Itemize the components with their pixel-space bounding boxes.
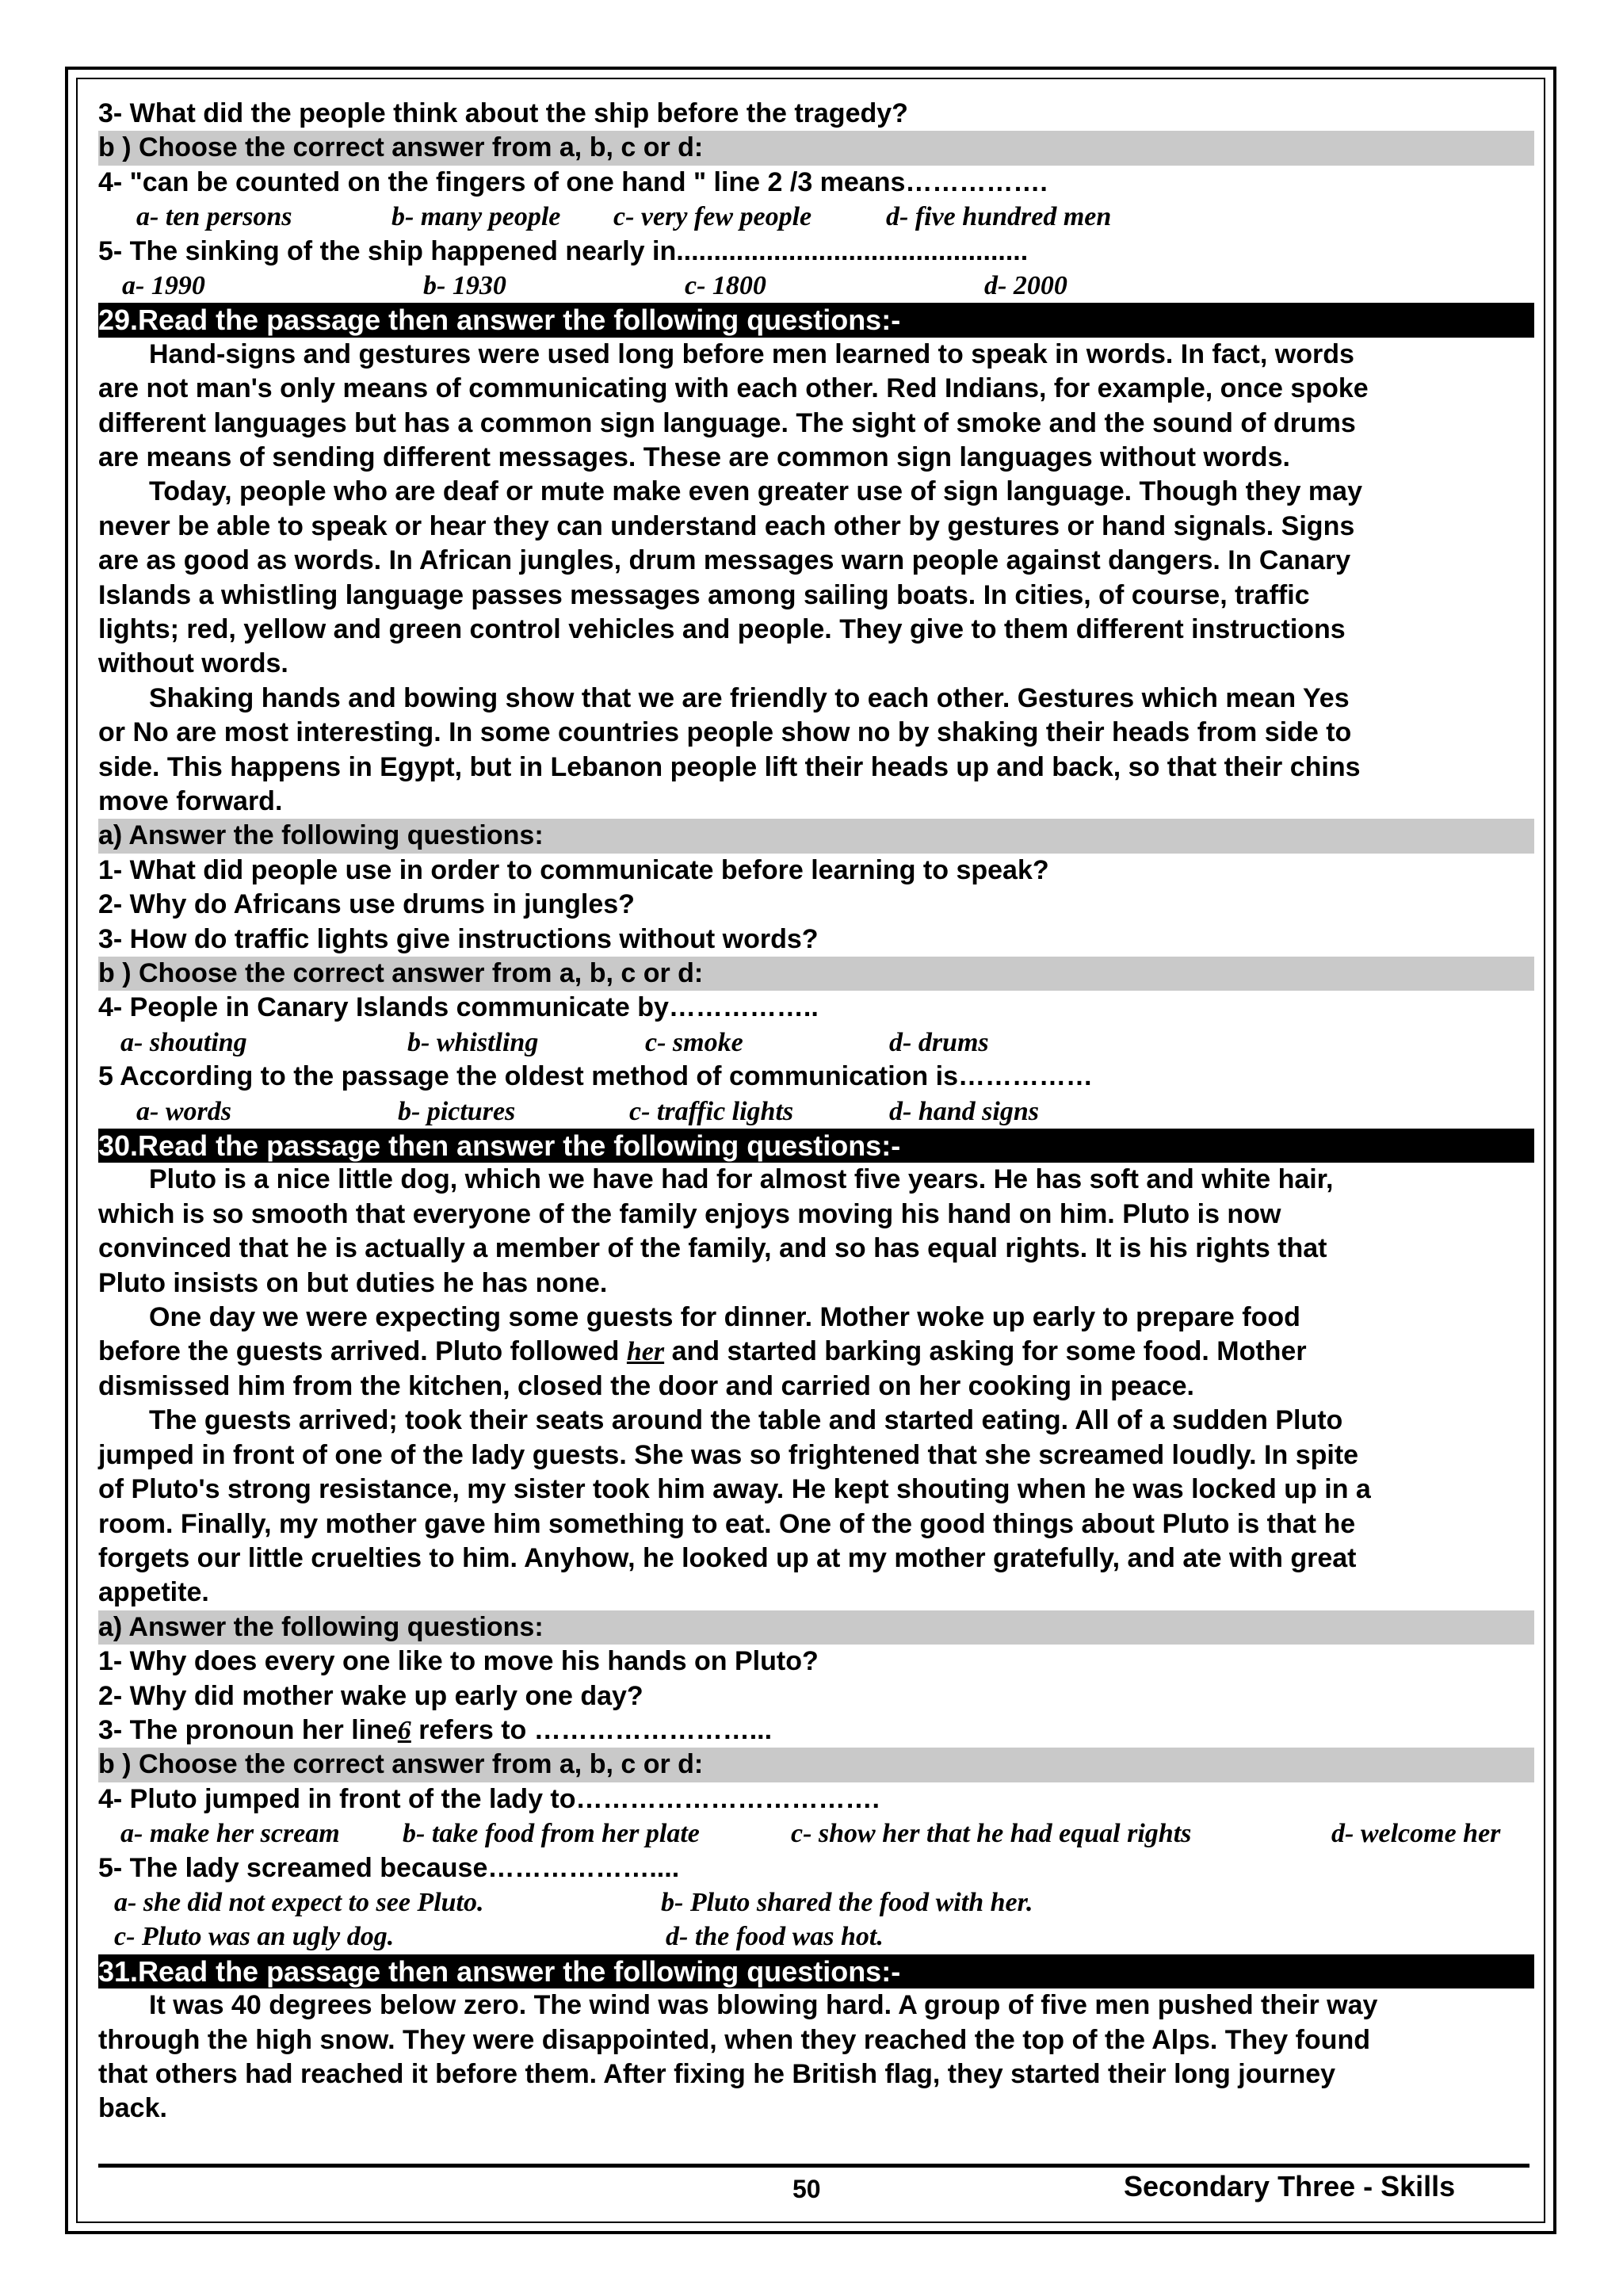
section-29-options-5 <box>98 1095 1534 1129</box>
option-c: c- very few people <box>613 202 812 232</box>
option-c: c- traffic lights <box>629 1096 794 1126</box>
text-line: lights; red, yellow and green control vehicles and people. They give to them different instructions <box>98 614 1346 645</box>
section-30-options-4 <box>98 1817 1534 1851</box>
text-line: forgets our little cruelties to him. Anyhow, he looked up at my mother gratefully, and ate with great <box>98 1542 1357 1573</box>
options-4-prev <box>98 200 1534 234</box>
section-30-paragraph-2 <box>98 1301 1534 1404</box>
text-line: convinced that he is actually a member of the family, and so has equal rights. It is his rights that <box>98 1233 1327 1264</box>
section-29-paragraph-1 <box>98 338 1534 476</box>
option-a: a- make her scream <box>120 1819 340 1849</box>
question-4-prev: 4- "can be counted on the fingers of one hand " line 2 /3 means……………. <box>98 166 1048 197</box>
text-segment: refers to ……………………... <box>411 1714 773 1745</box>
section-30-options-5-row-1 <box>98 1885 1534 1920</box>
text-line: Pluto insists on but duties he has none. <box>98 1267 608 1298</box>
text-line: Pluto is a nice little dog, which we have had for almost five years. He has soft and white hair, <box>149 1164 1334 1195</box>
section-30-paragraph-1 <box>98 1163 1534 1301</box>
option-d: d- 2000 <box>984 271 1067 300</box>
text-line: Islands a whistling language passes messages among sailing boats. In cities, of course, traffic <box>98 579 1310 610</box>
option-a: a- ten persons <box>136 202 292 232</box>
text-line: never be able to speak or hear they can understand each other by gestures or hand signals. Signs <box>98 510 1355 541</box>
text-line: jumped in front of one of the lady guests. She was so frightened that she screamed loudly. In spite <box>98 1439 1359 1470</box>
section-29-question-2: 2- Why do Africans use drums in jungles? <box>98 889 635 920</box>
option-a: a- 1990 <box>122 271 205 300</box>
option-a: a- she did not expect to see Pluto. <box>114 1887 484 1917</box>
section-29-paragraph-2 <box>98 475 1534 681</box>
text-line: Shaking hands and bowing show that we are friendly to each other. Gestures which mean Yes <box>149 682 1350 713</box>
option-c: c- show her that he had equal rights <box>791 1819 1192 1849</box>
section-31-paragraph-1 <box>98 1988 1534 2126</box>
options-5-prev <box>98 269 1534 303</box>
text-line: dismissed him from the kitchen, closed the door and carried on her cooking in peace. <box>98 1370 1194 1401</box>
text-line: back. <box>98 2093 167 2124</box>
option-c: c- Pluto was an ugly dog. <box>114 1922 395 1952</box>
text-line: are means of sending different messages. These are common sign languages without words. <box>98 442 1290 472</box>
text-segment: and started barking asking for some food. Mother <box>664 1336 1307 1367</box>
option-c: c- smoke <box>645 1027 743 1057</box>
section-30-heading: 30.Read the passage then answer the following questions:- <box>98 1129 1534 1163</box>
option-b: b- Pluto shared the food with her. <box>661 1887 1033 1917</box>
text-line: that others had reached it before them. After fixing he British flag, they started their long journey <box>98 2058 1336 2089</box>
text-line: appetite. <box>98 1577 209 1608</box>
section-30-paragraph-3 <box>98 1404 1534 1610</box>
text-line: are as good as words. In African jungles, drum messages warn people against dangers. In Canary <box>98 545 1351 576</box>
section-29-heading: 29.Read the passage then answer the following questions:- <box>98 303 1534 337</box>
section-29-answer-heading: a) Answer the following questions: <box>98 819 1534 853</box>
underlined-pronoun: her <box>626 1337 665 1367</box>
section-30-question-1: 1- Why does every one like to move his hands on Pluto? <box>98 1646 819 1677</box>
text-line: side. This happens in Egypt, but in Lebanon people lift their heads up and back, so that their chins <box>98 751 1361 782</box>
option-b: b- take food from her plate <box>403 1819 700 1849</box>
question-3-prev: 3- What did the people think about the ship before the tragedy? <box>98 98 908 128</box>
section-30-options-5-row-2 <box>98 1920 1534 1954</box>
text-line: Today, people who are deaf or mute make even greater use of sign language. Though they may <box>149 476 1362 507</box>
text-line: or No are most interesting. In some countries people show no by shaking their heads from side to <box>98 717 1352 748</box>
section-30-question-5: 5- The lady screamed because……………….... <box>98 1852 680 1883</box>
text-line: room. Finally, my mother gave him something to eat. One of the good things about Pluto is that he <box>98 1508 1356 1539</box>
section-30-answer-heading: a) Answer the following questions: <box>98 1610 1534 1645</box>
page-content <box>98 97 1534 2126</box>
text-line: through the high snow. They were disappointed, when they reached the top of the Alps. They found <box>98 2024 1370 2055</box>
option-b: b- 1930 <box>423 271 506 300</box>
option-d: d- welcome her <box>1331 1819 1501 1849</box>
option-b: b- whistling <box>407 1027 539 1057</box>
section-29-question-1: 1- What did people use in order to communicate before learning to speak? <box>98 854 1049 885</box>
text-line: One day we were expecting some guests for dinner. Mother woke up early to prepare food <box>149 1302 1300 1333</box>
text-segment: before the guests arrived. Pluto followed <box>98 1336 627 1367</box>
text-line: different languages but has a common sign language. The sight of smoke and the sound of drums <box>98 407 1356 438</box>
option-d: d- the food was hot. <box>666 1922 884 1952</box>
section-30-question-3 <box>98 1713 1534 1748</box>
text-line: which is so smooth that everyone of the family enjoys moving his hand on him. Pluto is now <box>98 1198 1281 1229</box>
choose-heading-prev: b ) Choose the correct answer from a, b, c or d: <box>98 131 1534 165</box>
section-29-question-5: 5 According to the passage the oldest method of communication is…………… <box>98 1061 1093 1092</box>
text-line: of Pluto's strong resistance, my sister took him away. He kept shouting when he was locked up in a <box>98 1474 1371 1505</box>
text-line: Hand-signs and gestures were used long before men learned to speak in words. In fact, words <box>149 338 1354 369</box>
text-line: The guests arrived; took their seats around the table and started eating. All of a sudden Pluto <box>149 1405 1343 1436</box>
option-a: a- words <box>136 1096 231 1126</box>
option-b: b- pictures <box>398 1096 516 1126</box>
section-29-choose-heading: b ) Choose the correct answer from a, b, c or d: <box>98 957 1534 991</box>
page-number: 50 <box>792 2175 821 2203</box>
section-29-options-4 <box>98 1026 1534 1060</box>
text-segment: 3- The pronoun her line <box>98 1714 398 1745</box>
text-line: move forward. <box>98 786 283 817</box>
section-29-paragraph-3 <box>98 682 1534 819</box>
section-29-question-3: 3- How do traffic lights give instructions without words? <box>98 923 819 954</box>
section-29-question-4: 4- People in Canary Islands communicate by…………….. <box>98 992 819 1023</box>
section-31-heading: 31.Read the passage then answer the following questions:- <box>98 1954 1534 1988</box>
option-c: c- 1800 <box>685 271 766 300</box>
option-b: b- many people <box>391 202 561 232</box>
text-line: without words. <box>98 648 288 679</box>
footer-title: Secondary Three - Skills <box>1124 2170 1456 2202</box>
text-line <box>98 1335 1534 1369</box>
option-a: a- shouting <box>120 1027 247 1057</box>
text-line: It was 40 degrees below zero. The wind was blowing hard. A group of five men pushed their way <box>149 1990 1378 2021</box>
option-d: d- five hundred men <box>886 202 1112 232</box>
option-d: d- hand signs <box>889 1096 1039 1126</box>
section-30-question-4: 4- Pluto jumped in front of the lady to……………………………. <box>98 1783 880 1814</box>
section-30-choose-heading: b ) Choose the correct answer from a, b, c or d: <box>98 1748 1534 1782</box>
line-number: 6 <box>397 1715 411 1745</box>
section-30-question-2: 2- Why did mother wake up early one day? <box>98 1680 643 1711</box>
text-line: are not man's only means of communicating with each other. Red Indians, for example, once spoke <box>98 373 1369 404</box>
footer-rule <box>98 2164 1529 2168</box>
option-d: d- drums <box>889 1027 989 1057</box>
question-5-prev: 5- The sinking of the ship happened nearly in............................................... <box>98 235 1029 266</box>
